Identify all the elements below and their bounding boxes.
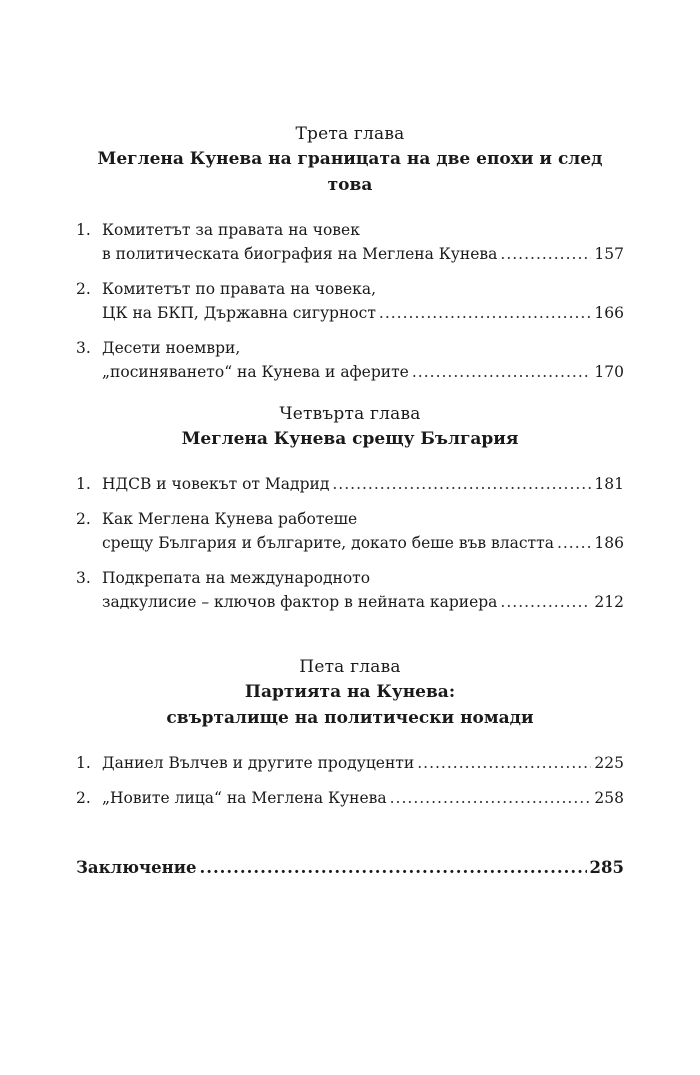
- entry-number: 1.: [76, 475, 91, 493]
- page-number: 258: [594, 789, 624, 807]
- toc-entry[interactable]: [76, 336, 624, 384]
- entry-title-line: „Новите лица“ на Меглена Кунева: [102, 789, 387, 807]
- chapter-3: [76, 122, 624, 395]
- dot-leader: [412, 360, 592, 384]
- entry-title-line: Как Меглена Кунева работеше: [102, 510, 358, 528]
- dot-leader: [500, 242, 591, 266]
- entry-number: 2.: [76, 280, 91, 298]
- dot-leader: [379, 301, 592, 325]
- entry-title-line: Десети ноември,: [102, 339, 241, 357]
- entry-title-line: „посиняването“ на Кунева и аферите: [102, 363, 409, 381]
- dot-leader: [500, 590, 591, 614]
- entry-title-line: Комитетът по правата на човека,: [102, 280, 377, 298]
- entry-number: 2.: [76, 510, 91, 528]
- chapter-4: [76, 402, 624, 625]
- chapter-5: [76, 655, 624, 821]
- entry-title-line: в политическата биография на Меглена Кунева: [102, 245, 498, 263]
- entry-title-line: Даниел Вълчев и другите продуценти: [102, 754, 415, 772]
- toc-entry[interactable]: [76, 277, 624, 325]
- entry-title-line: ЦК на БКП, Държавна сигурност: [102, 304, 376, 322]
- dot-leader: [417, 751, 591, 775]
- entry-number: 3.: [76, 339, 91, 357]
- dot-leader: [557, 531, 591, 555]
- toc-entry-conclusion[interactable]: [76, 855, 624, 881]
- entry-number: 1.: [76, 754, 91, 772]
- chapter-title: Меглена Кунева срещу България: [181, 429, 519, 449]
- page-number: 157: [594, 245, 624, 263]
- dot-leader: [390, 786, 592, 810]
- page-number: 186: [594, 534, 624, 552]
- toc-entry[interactable]: [76, 786, 624, 810]
- entry-title-line: Подкрепата на международното: [102, 569, 371, 587]
- page-number: 225: [594, 754, 624, 772]
- dot-leader: [199, 855, 586, 881]
- chapter-label: Трета глава: [295, 124, 405, 144]
- page-number: 170: [594, 363, 624, 381]
- page-number: 166: [594, 304, 624, 322]
- page-number: 212: [594, 593, 624, 611]
- toc-entry[interactable]: [76, 472, 624, 496]
- entry-number: 1.: [76, 221, 91, 239]
- toc-entry[interactable]: [76, 218, 624, 266]
- chapter-title: Партията на Кунева:: [244, 682, 456, 702]
- chapter-label: Четвърта глава: [279, 404, 421, 424]
- page-number: 285: [589, 858, 624, 877]
- dot-leader: [332, 472, 591, 496]
- entry-number: 3.: [76, 569, 91, 587]
- entry-title-line: Комитетът за правата на човек: [102, 221, 360, 239]
- entry-title-line: задкулисие – ключов фактор в нейната кариера: [102, 593, 498, 611]
- chapter-label: Пета глава: [299, 657, 401, 677]
- entry-title-line: срещу България и българите, докато беше във властта: [102, 534, 554, 552]
- conclusion-label: Заключение: [76, 858, 197, 877]
- entry-title-line: НДСВ и човекът от Мадрид: [102, 475, 330, 493]
- toc-entry[interactable]: [76, 751, 624, 775]
- toc-entry[interactable]: [76, 566, 624, 614]
- page-number: 181: [594, 475, 624, 493]
- entry-number: 2.: [76, 789, 91, 807]
- chapter-title: Меглена Кунева на границата на две епохи и след това: [97, 149, 603, 195]
- toc-entry[interactable]: [76, 507, 624, 555]
- chapter-title: свърталище на политически номади: [166, 708, 534, 728]
